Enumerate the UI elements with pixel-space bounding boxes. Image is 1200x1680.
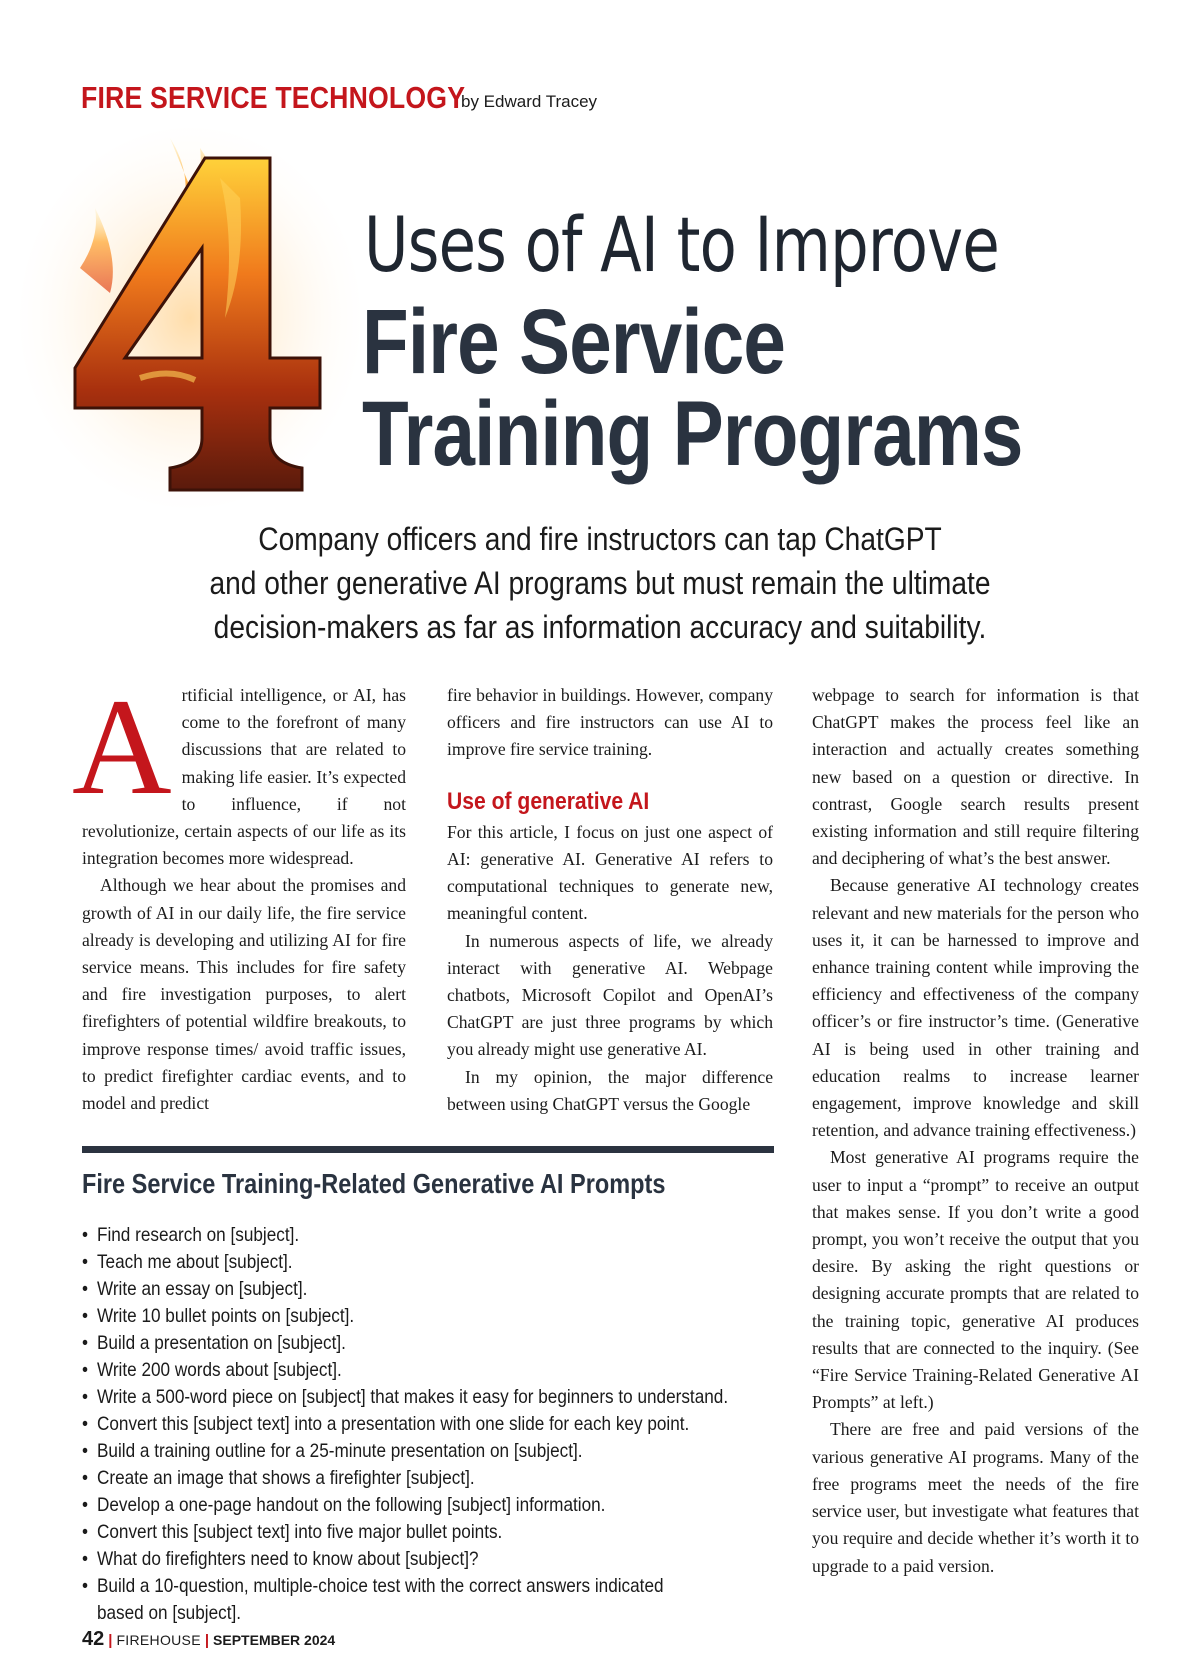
- drop-cap: A: [72, 670, 172, 823]
- prompt-list-item: [82, 1546, 733, 1573]
- body-paragraph: Most generative AI programs require the user to input a “prompt” to receive an output that makes sense. If you don’t write a good prompt, you won’t receive the output that you desire. By asking the right questions or designing accurate prompts that are related to the training topic, generative AI produces results that are connected to the inquiry. (See “Fire Service Training-Related Generative AI Prompts” at left.): [812, 1147, 1139, 1413]
- body-paragraph: webpage to search for information is that ChatGPT makes the process feel like an interaction and actually creates something new based on a question or directive. In contrast, Google search results present existing information and still require filtering and deciphering of what’s the best answer.: [812, 685, 1139, 869]
- bullet-marker: •: [82, 1440, 89, 1462]
- page-number: 42: [82, 1628, 105, 1650]
- prompt-list-item: [82, 1438, 733, 1465]
- bullet-marker: •: [82, 1413, 89, 1435]
- headline-line-3: Training Programs: [362, 383, 1023, 485]
- bullet-marker: •: [82, 1278, 89, 1300]
- prompt-text: Build a training outline for a 25-minute presentation on [subject].: [96, 1440, 583, 1462]
- prompt-text: Write 10 bullet points on [subject].: [96, 1305, 355, 1327]
- prompt-list-item: [82, 1519, 733, 1546]
- bullet-marker: •: [82, 1224, 89, 1246]
- prompt-text: Write an essay on [subject].: [96, 1278, 308, 1300]
- body-paragraph: Because generative AI technology creates relevant and new materials for the person who uses it, it can be harnessed to improve and enhance training content while improving the efficiency and effectiveness of the company officer’s or fire instructor’s time. (Generative AI is being used in other training and education realms to increase learner engagement, improve knowledge and skill retention, and advance training effectiveness.): [812, 875, 1139, 1141]
- prompt-text: Teach me about [subject].: [96, 1251, 293, 1273]
- sidebar-divider: [82, 1146, 774, 1153]
- body-paragraph: In my opinion, the major difference between using ChatGPT versus the Google: [447, 1066, 773, 1114]
- prompt-list-item: [82, 1330, 733, 1357]
- deck-subtitle: [120, 517, 1080, 649]
- issue-date: SEPTEMBER 2024: [213, 1632, 336, 1648]
- bullet-marker: •: [82, 1467, 89, 1489]
- prompt-list-item: [82, 1411, 733, 1438]
- section-subhead: Use of generative AI: [447, 787, 650, 815]
- body-paragraph: For this article, I focus on just one aspect of AI: generative AI. Generative AI refers to computational techniques to generate new, meaningful content.: [447, 821, 773, 924]
- body-column-3: [812, 682, 1139, 1580]
- prompt-text: Write 200 words about [subject].: [96, 1359, 342, 1381]
- prompt-text: Develop a one-page handout on the following [subject] information.: [96, 1494, 606, 1516]
- prompt-text: Create an image that shows a firefighter [subject].: [96, 1467, 475, 1489]
- body-column-2: [447, 682, 773, 1118]
- prompt-text: Convert this [subject text] into five major bullet points.: [96, 1521, 503, 1543]
- prompt-text: Build a 10-question, multiple-choice test with the correct answers indicated based on [subject].: [96, 1575, 664, 1624]
- prompt-list-item: [82, 1573, 695, 1627]
- body-column-1: [72, 670, 406, 1117]
- deck-line: decision-makers as far as information accuracy and suitability.: [213, 609, 987, 645]
- bullet-marker: •: [82, 1386, 89, 1408]
- headline-line-2: Fire Service: [362, 291, 786, 393]
- deck-line: Company officers and fire instructors can tap ChatGPT: [258, 521, 942, 557]
- bullet-marker: •: [82, 1305, 89, 1327]
- prompt-list-item: [82, 1492, 733, 1519]
- body-paragraph: fire behavior in buildings. However, company officers and fire instructors can use AI to improve fire service training.: [447, 685, 773, 760]
- prompt-list-item: [82, 1465, 733, 1492]
- prompt-text: What do firefighters need to know about [subject]?: [96, 1548, 479, 1570]
- prompt-list-item: [82, 1303, 733, 1330]
- bullet-marker: •: [82, 1575, 89, 1597]
- bullet-marker: •: [82, 1494, 89, 1516]
- body-paragraph: Although we hear about the promises and growth of AI in our daily life, the fire service already is developing and utilizing AI for fire service means. This includes for fire safety and fire investigation purposes, to alert firefighters of potential wildfire breakouts, to improve response times/ avoid traffic issues, to predict firefighter cardiac events, and to model and predict: [82, 875, 406, 1114]
- section-header: [81, 80, 598, 116]
- byline: by Edward Tracey: [461, 92, 598, 111]
- prompt-list-item: [82, 1249, 733, 1276]
- prompt-list-item: [82, 1357, 733, 1384]
- prompt-list-item: [82, 1222, 733, 1249]
- footer-separator: |: [204, 1632, 210, 1649]
- prompt-list-item: [82, 1276, 733, 1303]
- headline-line-1: Uses of AI to Improve: [364, 200, 999, 289]
- section-label: FIRE SERVICE TECHNOLOGY: [81, 80, 466, 115]
- prompt-text: Find research on [subject].: [96, 1224, 300, 1246]
- bullet-marker: •: [82, 1521, 89, 1543]
- body-paragraph: [72, 670, 406, 872]
- bullet-marker: •: [82, 1251, 89, 1273]
- bullet-marker: •: [82, 1548, 89, 1570]
- prompt-text: Convert this [subject text] into a presentation with one slide for each key point.: [96, 1413, 690, 1435]
- page-footer: [82, 1628, 335, 1651]
- magazine-name: FIREHOUSE: [116, 1632, 201, 1648]
- prompt-list-item: [82, 1384, 733, 1411]
- bullet-marker: •: [82, 1332, 89, 1354]
- paragraph-text: rtificial intelligence, or AI, has come to the forefront of many discussions that are related to making life easier. It’s expected to influence, if not revolutionize, certain aspects of our life as its integration becomes more widespread.: [82, 685, 406, 869]
- body-paragraph: There are free and paid versions of the various generative AI programs. Many of the free programs meet the needs of the fire service user, but investigate what features that you require and decide whether it’s worth it to upgrade to a paid version.: [812, 1419, 1139, 1576]
- sidebar-title: Fire Service Training-Related Generative AI Prompts: [82, 1168, 666, 1199]
- prompt-text: Build a presentation on [subject].: [96, 1332, 346, 1354]
- prompt-list: [82, 1222, 822, 1627]
- bullet-marker: •: [82, 1359, 89, 1381]
- footer-separator: |: [108, 1632, 113, 1649]
- flaming-four-illustration: [20, 118, 360, 508]
- body-paragraph: In numerous aspects of life, we already interact with generative AI. Webpage chatbots, Microsoft Copilot and OpenAI’s ChatGPT are just three programs by which you already might use generative AI.: [447, 930, 773, 1060]
- prompt-text: Write a 500-word piece on [subject] that makes it easy for beginners to understand.: [96, 1386, 729, 1408]
- deck-line: and other generative AI programs but must remain the ultimate: [209, 565, 991, 601]
